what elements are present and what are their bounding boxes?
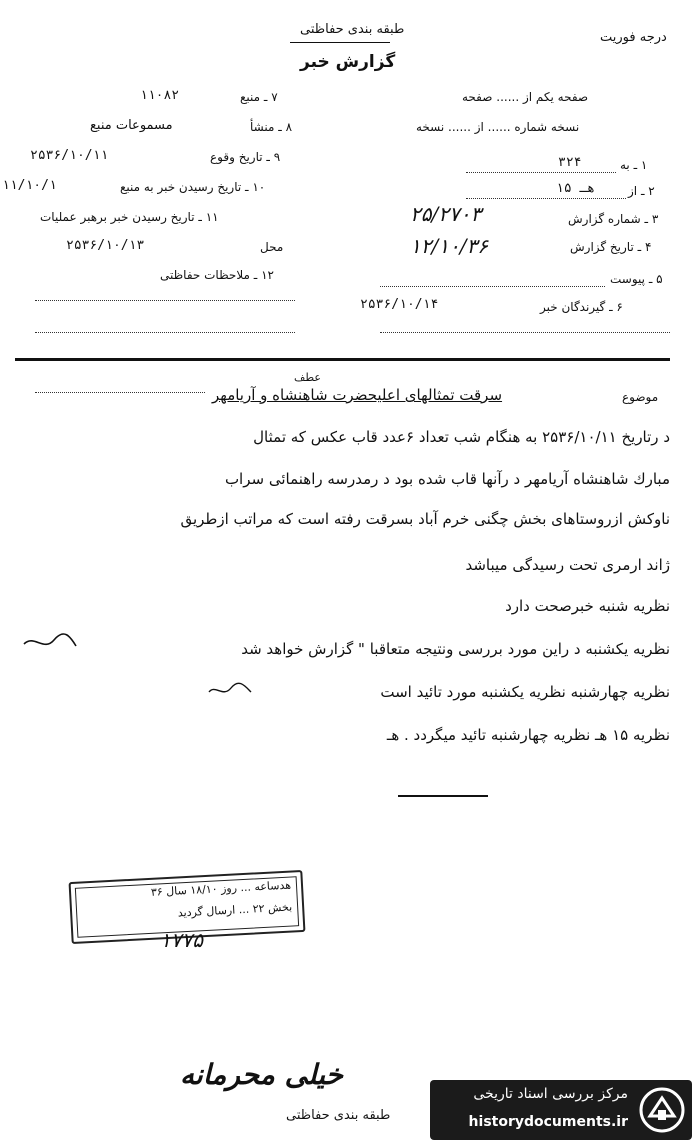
stamp-line-1: هدساعه ... روز ۱۸/۱۰ سال ۳۶ bbox=[150, 878, 292, 899]
source-value: ۱۱۰۸۲ bbox=[140, 88, 180, 103]
report-date-label: ۴ ـ تاریخ گزارش bbox=[570, 240, 652, 254]
section-divider bbox=[15, 358, 670, 361]
to-dots bbox=[466, 172, 616, 173]
report-date-value: ۱۲/۱۰/۳۶ bbox=[410, 234, 488, 258]
handwritten-classification: خیلی محرمانه bbox=[180, 1058, 343, 1091]
source-receipt-label: ۱۰ ـ تاریخ رسیدن خبر به منبع bbox=[120, 180, 266, 194]
report-number-value: ۲۵/۲۷۰۳ bbox=[410, 202, 482, 226]
stamp-line-2: بخش ۲۲ ... ارسال گردید bbox=[177, 900, 293, 920]
to-value: ۳۲۴ bbox=[558, 155, 582, 170]
attachment-dots bbox=[380, 286, 605, 287]
report-title: گزارش خبر bbox=[300, 52, 396, 72]
body-line: مبارك شاهنشاه آریامهر د رآنها قاب شده بود د رمدرسه راهنمائی سراب bbox=[224, 470, 670, 488]
notes-dots-1 bbox=[35, 300, 295, 301]
to-label: ۱ ـ به bbox=[620, 158, 648, 172]
place-label: محل bbox=[260, 240, 284, 254]
closing-rule bbox=[398, 795, 488, 797]
body-line: نظریه ۱۵ هـ نظریه چهارشنبه تائید میگردد . هـ bbox=[386, 726, 670, 744]
place-value: ۲۵۳۶/۱۰/۱۳ bbox=[66, 238, 145, 253]
body-line: نظریه شنبه خبرصحت دارد bbox=[505, 597, 670, 615]
from-label: ۲ ـ از bbox=[628, 184, 655, 198]
subject-atf: عطف bbox=[294, 371, 321, 384]
event-date-label: ۹ ـ تاریخ وقوع bbox=[210, 150, 281, 164]
copy-number-line: نسخه شماره ...... از ...... نسخه bbox=[416, 120, 580, 134]
subject-label: موضوع bbox=[622, 390, 659, 404]
initials-mark-1 bbox=[20, 630, 80, 654]
recipients-label: ۶ ـ گیرندگان خبر bbox=[540, 300, 623, 314]
body-line: د رتاریخ ۲۵۳۶/۱۰/۱۱ به هنگام شب تعداد ۶عدد قاب عکس که تمثال bbox=[253, 428, 670, 446]
body-line: نظریه چهارشنبه نظریه یکشنبه مورد تائید است bbox=[380, 683, 670, 701]
priority-label: درجه فوریت bbox=[600, 30, 667, 45]
source-label: ۷ ـ منبع bbox=[240, 90, 278, 104]
recipients-value: ۲۵۳۶/۱۰/۱۴ bbox=[360, 297, 439, 312]
origin-value: مسموعات منبع bbox=[90, 118, 173, 133]
page-count-line: صفحه یکم از ...... صفحه bbox=[462, 90, 589, 104]
attachment-label: ۵ ـ پیوست bbox=[610, 272, 663, 286]
watermark-logo bbox=[430, 1080, 692, 1140]
watermark-text-fa: مرکز بررسی اسناد تاریخی bbox=[473, 1086, 628, 1102]
initials-mark-2 bbox=[205, 678, 255, 700]
recipients-dots bbox=[380, 332, 670, 333]
header-top-rule bbox=[290, 42, 390, 43]
report-number-label: ۳ ـ شماره گزارش bbox=[568, 212, 659, 226]
body-line: ژاند ارمری تحت رسیدگی میباشد bbox=[465, 556, 670, 574]
notes-label: ۱۲ ـ ملاحظات حفاظتی bbox=[160, 268, 274, 282]
event-date-value: ۲۵۳۶/۱۰/۱۱ bbox=[30, 148, 109, 163]
notes-dots-2 bbox=[35, 332, 295, 333]
body-line: نظریه یکشنبه د راین مورد بررسی ونتیجه متعاقبا " گزارش خواهد شد bbox=[241, 640, 670, 658]
origin-label: ۸ ـ منشأ bbox=[250, 120, 293, 134]
footer-classification-label: طبقه بندی حفاظتی bbox=[286, 1108, 391, 1123]
archive-logo-icon bbox=[638, 1086, 686, 1134]
subject-dots bbox=[35, 392, 205, 393]
from-value: ۱۵ هـ bbox=[556, 181, 596, 196]
classification-header: طبقه بندی حفاظتی bbox=[300, 22, 405, 37]
ops-receipt-label: ۱۱ ـ تاریخ رسیدن خبر برهبر عملیات bbox=[40, 210, 219, 224]
subject-value: سرقت تمثالهای اعلیحضرت شاهنشاه و آریامهر bbox=[212, 386, 503, 404]
body-line: ناوکش ازروستاهای بخش چگنی خرم آباد بسرقت رفته است که مراتب ازطریق bbox=[180, 510, 670, 528]
source-receipt-value: ۱۱/۱۰/۱ bbox=[2, 178, 57, 193]
watermark-text-en: historydocuments.ir bbox=[468, 1114, 628, 1130]
from-dots bbox=[466, 198, 626, 199]
stamp-number: ۱۷۷۵ bbox=[160, 928, 203, 952]
